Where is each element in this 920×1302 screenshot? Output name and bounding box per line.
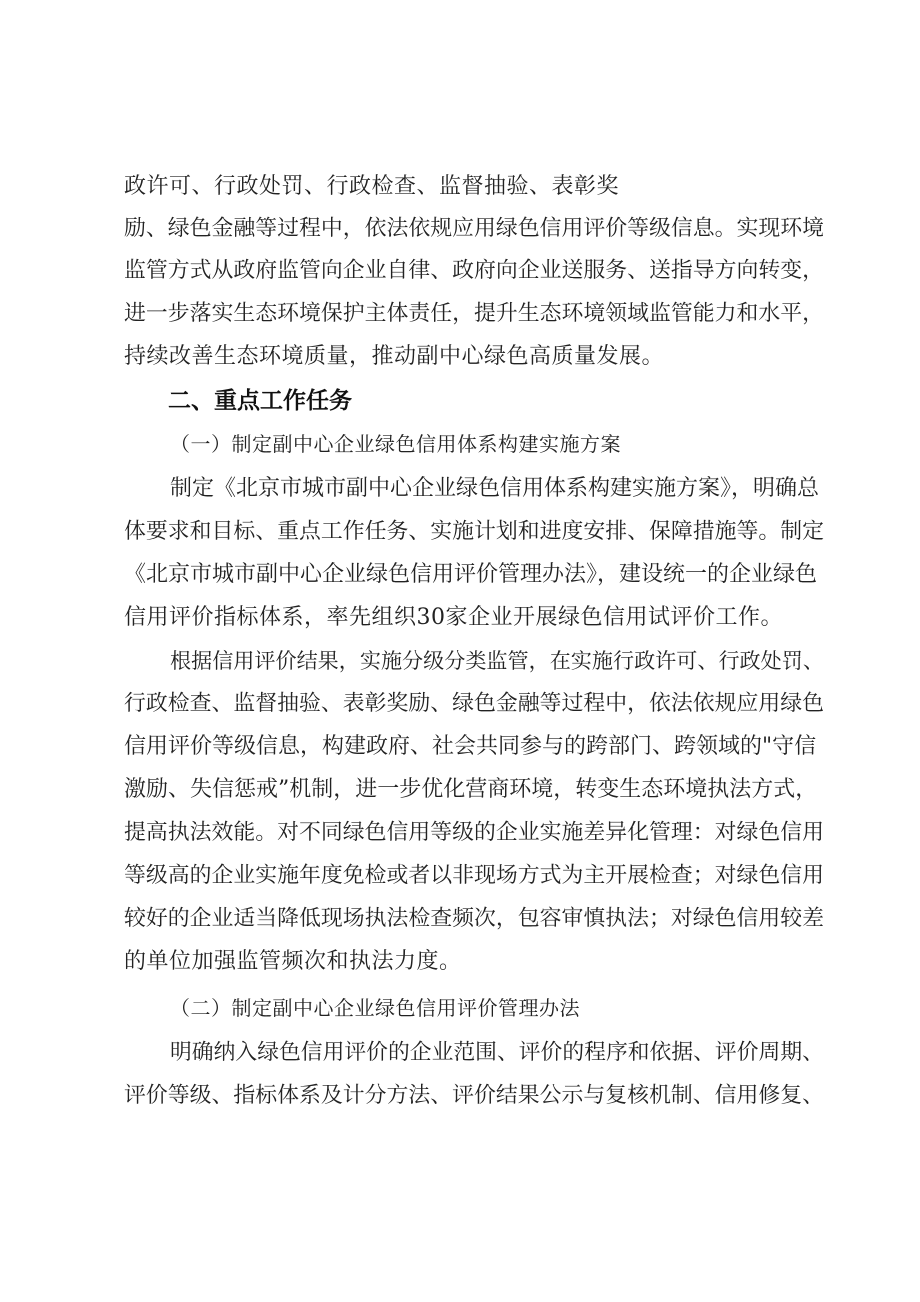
subsection-heading: （一）制定副中心企业绿色信用体系构建实施方案 <box>170 432 621 456</box>
body-text-line: 政许可、行政处罚、行政检查、监督抽验、表彰奖 <box>124 174 620 199</box>
section-heading: 二、重点工作任务 <box>168 388 352 414</box>
subsection-heading: （二）制定副中心企业绿色信用评价管理办法 <box>170 996 580 1020</box>
body-text-line: 励、绿色金融等过程中，依法依规应用绿色信用评价等级信息。实现环境 <box>124 216 824 241</box>
body-text-line: 的单位加强监管频次和执法力度。 <box>124 949 462 974</box>
body-text-line: 评价等级、指标体系及计分方法、评价结果公示与复核机制、信用修复、 <box>124 1083 824 1108</box>
body-text-line: 根据信用评价结果，实施分级分类监管，在实施行政许可、行政处罚、 <box>170 648 824 673</box>
body-text-line: 信用评价等级信息，构建政府、社会共同参与的跨部门、跨领域的"守信 <box>124 734 817 759</box>
body-text-line: 提高执法效能。对不同绿色信用等级的企业实施差异化管理：对绿色信用 <box>124 820 824 845</box>
body-text-line: 激励、失信惩戒”机制，进一步优化营商环境，转变生态环境执法方式， <box>124 777 818 802</box>
body-text-line: 监管方式从政府监管向企业自律、政府向企业送服务、送指导方向转变， <box>124 258 824 283</box>
body-text-line: 明确纳入绿色信用评价的企业范围、评价的程序和依据、评价周期、 <box>170 1040 824 1065</box>
body-text-line: 等级高的企业实施年度免检或者以非现场方式为主开展检查；对绿色信用 <box>124 863 824 888</box>
body-text-line: 体要求和目标、重点工作任务、实施计划和进度安排、保障措施等。制定 <box>124 519 824 544</box>
body-text-line: 《北京市城市副中心企业绿色信用评价管理办法》，建设统一的企业绿色 <box>124 562 818 587</box>
body-text-line: 较好的企业适当降低现场执法检查频次，包容审慎执法；对绿色信用较差 <box>124 906 824 931</box>
body-text-line: 制定《北京市城市副中心企业绿色信用体系构建实施方案》，明确总 <box>170 476 820 501</box>
body-text-line: 进一步落实生态环境保护主体责任，提升生态环境领域监管能力和水平， <box>124 301 824 326</box>
body-text-line: 持续改善生态环境质量，推动副中心绿色高质量发展。 <box>124 344 665 369</box>
body-text-line: 信用评价指标体系，率先组织30家企业开展绿色信用试评价工作。 <box>124 605 783 630</box>
body-text-line: 行政检查、监督抽验、表彰奖励、绿色金融等过程中，依法依规应用绿色 <box>124 691 824 716</box>
